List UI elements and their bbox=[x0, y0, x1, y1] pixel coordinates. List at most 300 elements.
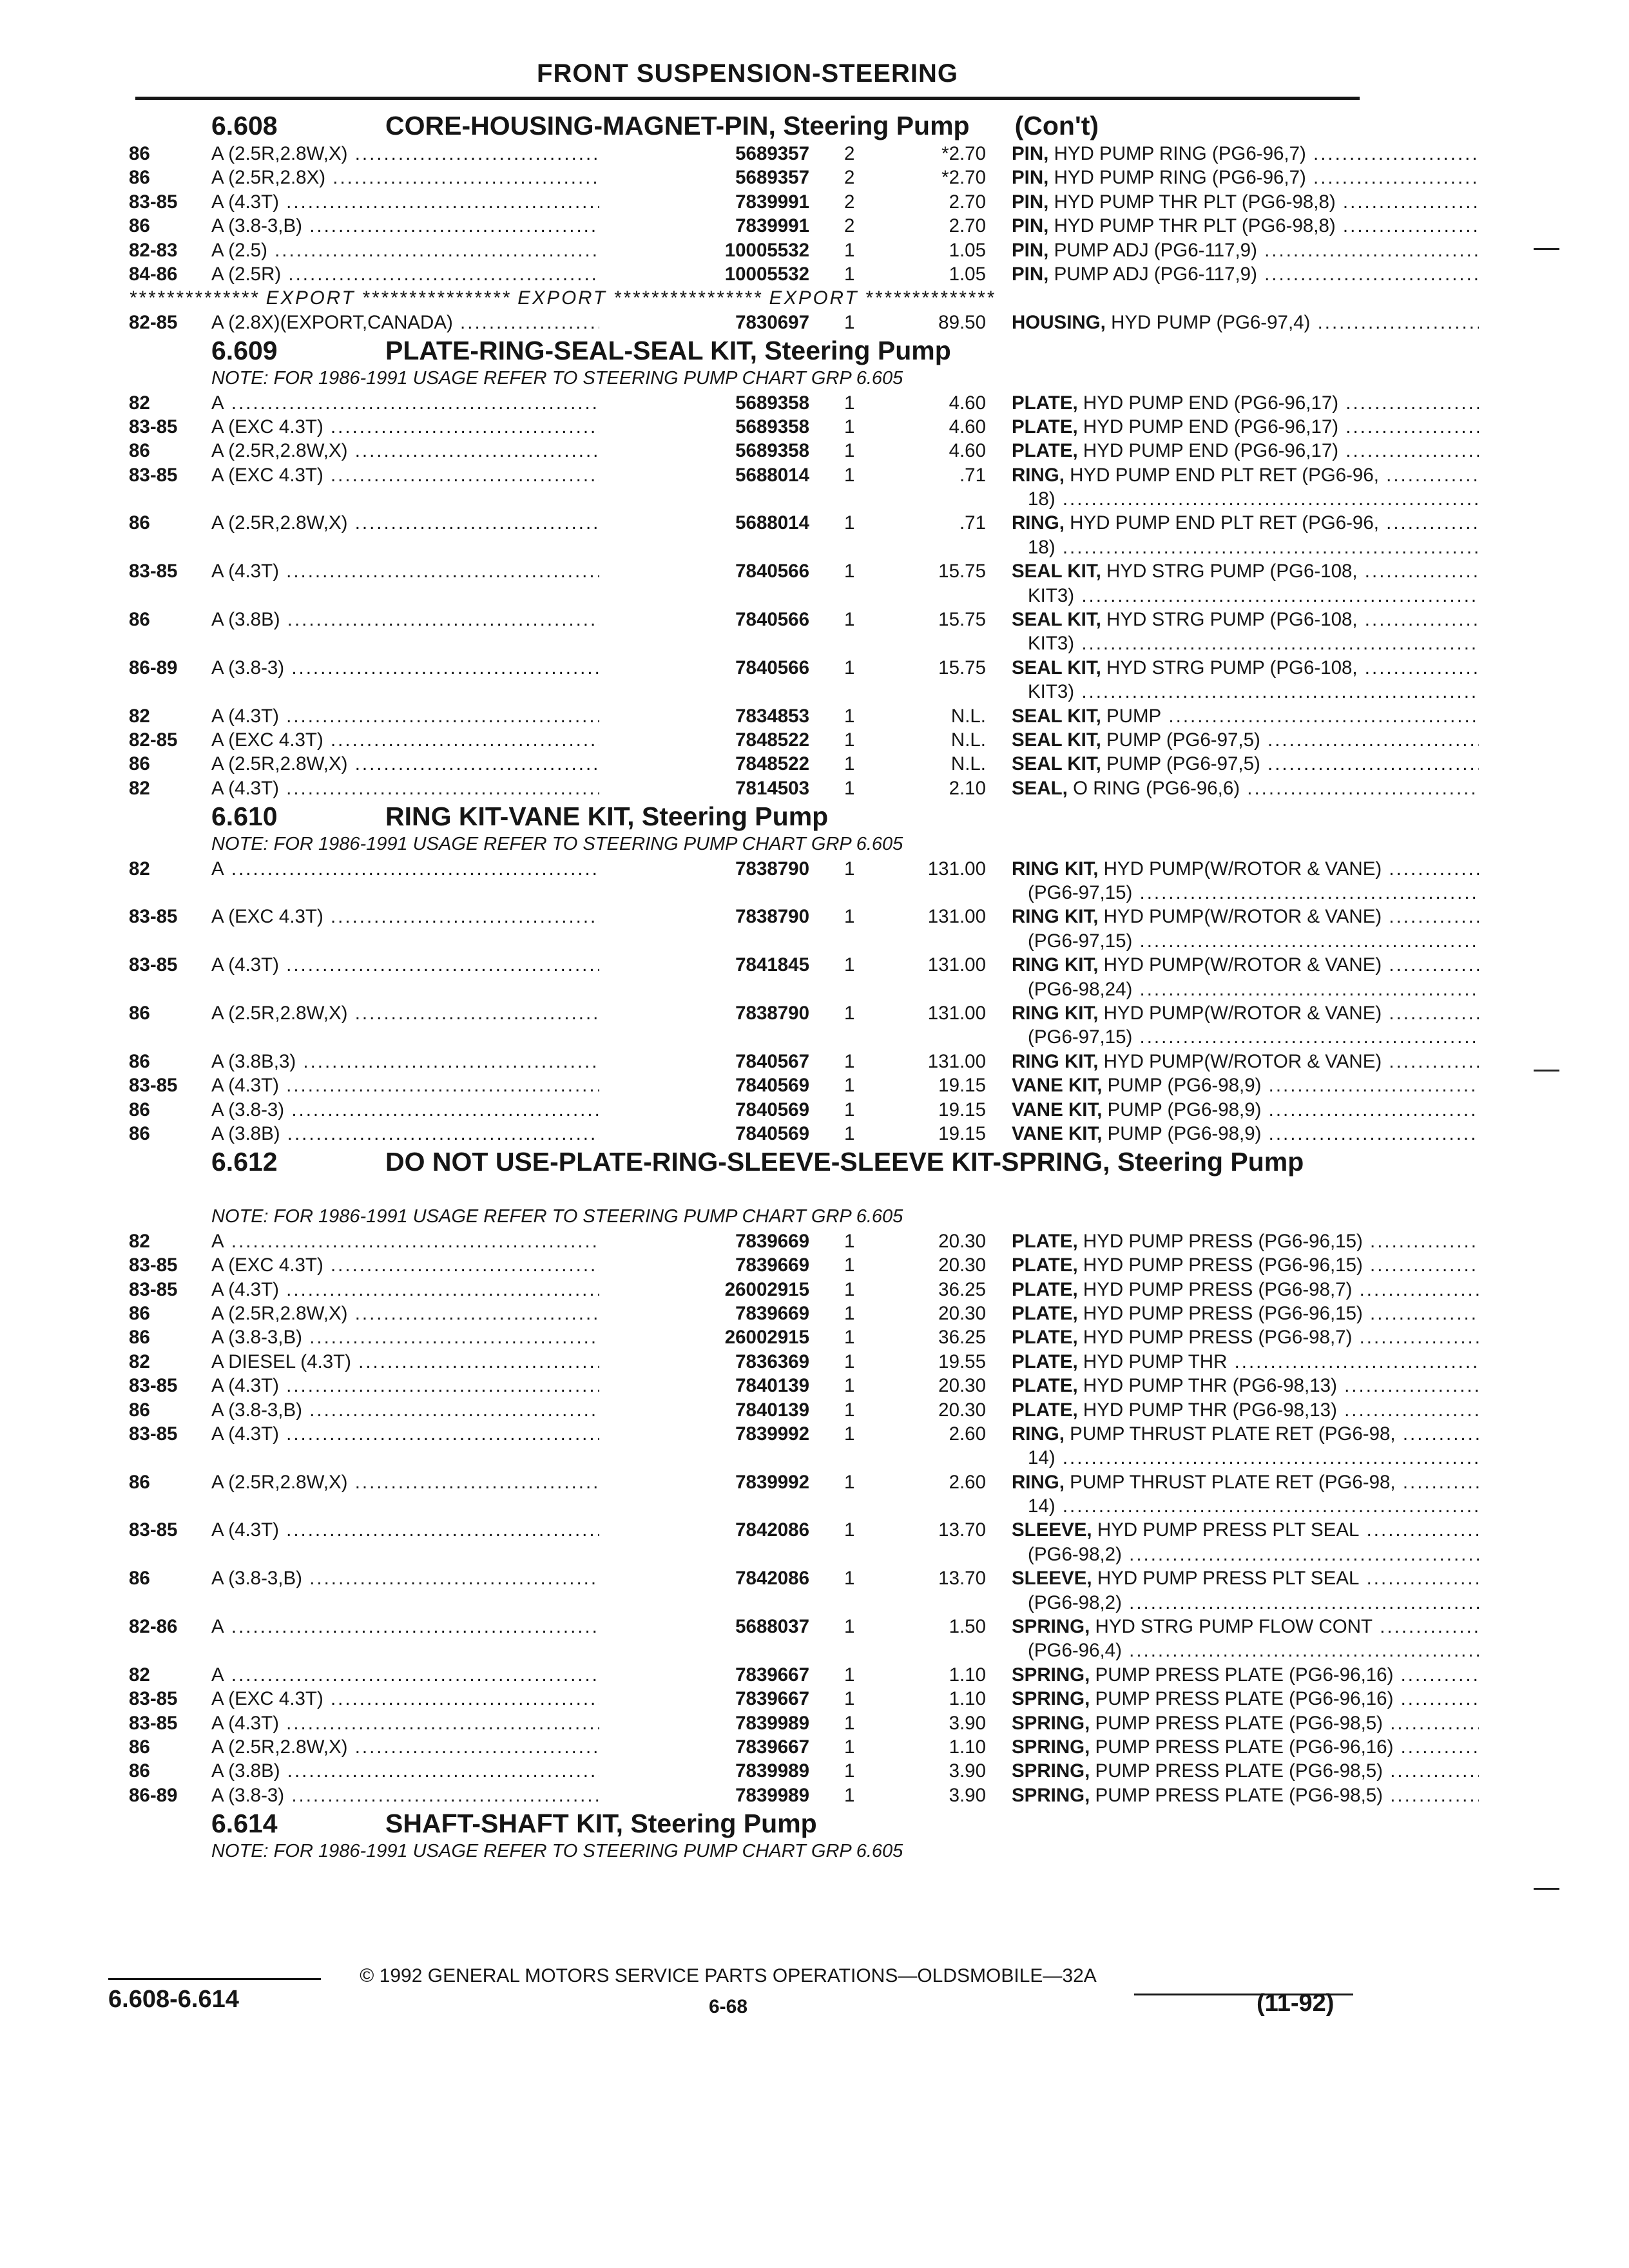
model-application: A (4.3T) ..... bbox=[211, 776, 672, 800]
part-noun: SEAL KIT, bbox=[1012, 657, 1101, 678]
price: 20.30 bbox=[938, 1399, 986, 1421]
section-note: NOTE: FOR 1986-1991 USAGE REFER TO STEERING PUMP CHART GRP 6.605 bbox=[211, 368, 903, 389]
price: 2.10 bbox=[949, 777, 986, 799]
export-stars: ************** bbox=[865, 287, 996, 309]
part-number: 7840566 bbox=[599, 656, 809, 680]
description-line bbox=[1012, 238, 1479, 262]
part-noun: SEAL, bbox=[1012, 777, 1068, 799]
model-year: 86 bbox=[129, 1050, 150, 1072]
part-number: 7830697 bbox=[599, 311, 809, 334]
model-application: A (4.3T) ..... bbox=[211, 190, 672, 214]
part-description bbox=[1012, 262, 1479, 286]
quantity: 1 bbox=[844, 1736, 855, 1758]
part-number: 7840569 bbox=[599, 1073, 809, 1097]
part-row bbox=[129, 1278, 1360, 1302]
price: 3.90 bbox=[949, 1760, 986, 1782]
quantity: 2 bbox=[844, 167, 855, 189]
part-row bbox=[129, 608, 1360, 656]
description-line bbox=[1012, 1783, 1479, 1807]
description-text: 18) bbox=[1028, 536, 1055, 558]
description-text: HYD PUMP END (PG6-96,17) bbox=[1083, 416, 1339, 437]
price: 131.00 bbox=[927, 906, 986, 928]
price: 2.60 bbox=[949, 1471, 986, 1493]
part-description bbox=[1012, 190, 1479, 214]
model-application: A (3.8-3,B) ..... bbox=[211, 1566, 672, 1590]
section-note: NOTE: FOR 1986-1991 USAGE REFER TO STEERING PUMP CHART GRP 6.605 bbox=[211, 1841, 903, 1862]
page-title: FRONT SUSPENSION-STEERING bbox=[537, 59, 958, 88]
model-year: 83-85 bbox=[129, 1075, 178, 1097]
description-text: 14) bbox=[1028, 1447, 1055, 1469]
quantity: 1 bbox=[844, 777, 855, 799]
description-line bbox=[1012, 166, 1479, 189]
part-noun: RING KIT, bbox=[1012, 954, 1099, 976]
description-text: PUMP bbox=[1106, 705, 1162, 727]
quantity: 1 bbox=[844, 464, 855, 486]
part-number: 5689358 bbox=[599, 391, 809, 415]
part-description bbox=[1012, 776, 1479, 800]
model-year: 86 bbox=[129, 215, 150, 237]
description-text: PUMP PRESS PLATE (PG6-98,5) bbox=[1095, 1760, 1383, 1782]
part-description bbox=[1012, 166, 1479, 189]
part-noun: RING, bbox=[1012, 512, 1065, 534]
description-line bbox=[1012, 1098, 1479, 1122]
section-number: 6.614 bbox=[211, 1809, 278, 1839]
model-application: A (4.3T) ..... bbox=[211, 1278, 672, 1302]
part-number: 7838790 bbox=[599, 857, 809, 881]
description-text: HYD PUMP PRESS (PG6-98,7) bbox=[1083, 1327, 1353, 1349]
description-text: PUMP ADJ (PG6-117,9) bbox=[1054, 239, 1257, 261]
section-heading bbox=[129, 1148, 1360, 1205]
part-number: 10005532 bbox=[599, 238, 809, 262]
quantity: 2 bbox=[844, 143, 855, 164]
model-application: A (EXC 4.3T) ..... bbox=[211, 728, 672, 752]
part-number: 7839667 bbox=[599, 1663, 809, 1687]
part-number: 7840567 bbox=[599, 1050, 809, 1073]
model-application: A (EXC 4.3T) ..... bbox=[211, 463, 672, 487]
model-year: 86 bbox=[129, 1399, 150, 1421]
header-rule bbox=[135, 97, 1360, 100]
model-application: A ..... bbox=[211, 1663, 672, 1687]
model-year: 82-86 bbox=[129, 1616, 178, 1638]
model-year: 82 bbox=[129, 1664, 150, 1686]
description-line bbox=[1012, 1325, 1479, 1349]
part-description bbox=[1012, 1302, 1479, 1325]
part-description bbox=[1012, 1001, 1479, 1050]
part-description bbox=[1012, 1422, 1479, 1470]
price: 131.00 bbox=[927, 954, 986, 976]
part-noun: SEAL KIT, bbox=[1012, 561, 1101, 582]
part-description bbox=[1012, 905, 1479, 953]
description-text: PUMP THRUST PLATE RET (PG6-98, bbox=[1070, 1423, 1396, 1445]
description-text: PUMP PRESS PLATE (PG6-96,16) bbox=[1095, 1736, 1394, 1758]
price: 19.15 bbox=[938, 1122, 986, 1144]
export-stars: **************** bbox=[613, 287, 763, 309]
quantity: 1 bbox=[844, 1784, 855, 1806]
part-row bbox=[129, 1001, 1382, 1050]
description-text: HYD PUMP THR PLT (PG6-98,8) bbox=[1054, 191, 1336, 213]
description-text: HYD PUMP END PLT RET (PG6-96, bbox=[1070, 512, 1379, 534]
model-year: 86 bbox=[129, 1003, 150, 1024]
page-range: 6.608-6.614 bbox=[108, 1986, 239, 2013]
part-noun: PLATE, bbox=[1012, 1327, 1078, 1349]
model-year: 86 bbox=[129, 143, 150, 164]
model-year: 86 bbox=[129, 512, 150, 534]
part-description bbox=[1012, 1615, 1479, 1663]
price: N.L. bbox=[950, 705, 986, 727]
model-year: 86 bbox=[129, 753, 150, 775]
part-number: 7839667 bbox=[599, 1735, 809, 1759]
description-line bbox=[1012, 776, 1479, 800]
model-application: A (3.8B) ..... bbox=[211, 608, 672, 631]
quantity: 1 bbox=[844, 1471, 855, 1493]
part-description bbox=[1012, 728, 1479, 752]
part-noun: PLATE, bbox=[1012, 1230, 1078, 1252]
quantity: 1 bbox=[844, 1568, 855, 1590]
part-row bbox=[129, 704, 1360, 728]
part-number: 26002915 bbox=[599, 1278, 809, 1302]
description-line bbox=[1012, 1025, 1479, 1049]
model-year: 83-85 bbox=[129, 1519, 178, 1541]
description-text: HYD PUMP(W/ROTOR & VANE) bbox=[1103, 858, 1382, 879]
part-description bbox=[1012, 704, 1479, 728]
part-description bbox=[1012, 214, 1479, 238]
model-application: A (2.5R,2.8W,X) ..... bbox=[211, 1001, 672, 1025]
part-noun: SPRING, bbox=[1012, 1688, 1090, 1710]
description-text: HYD PUMP END PLT RET (PG6-96, bbox=[1070, 464, 1379, 486]
section-number: 6.608 bbox=[211, 111, 278, 140]
part-description bbox=[1012, 752, 1479, 776]
model-application: A DIESEL (4.3T) ..... bbox=[211, 1350, 672, 1374]
description-text: HYD PUMP (PG6-97,4) bbox=[1111, 311, 1311, 333]
part-row bbox=[129, 1350, 1360, 1374]
price: 2.60 bbox=[949, 1423, 986, 1445]
quantity: 1 bbox=[844, 1003, 855, 1024]
description-line bbox=[1012, 559, 1479, 583]
part-number: 5688014 bbox=[599, 463, 809, 487]
part-row bbox=[129, 142, 1360, 166]
model-year: 84-86 bbox=[129, 263, 178, 285]
part-description bbox=[1012, 1229, 1479, 1253]
price: 131.00 bbox=[927, 858, 986, 879]
section-title-label: SHAFT-SHAFT KIT, Steering Pump bbox=[385, 1809, 817, 1839]
export-label: EXPORT bbox=[265, 287, 356, 309]
description-line bbox=[1012, 1374, 1479, 1398]
part-row bbox=[129, 1735, 1394, 1759]
model-year: 82-83 bbox=[129, 239, 178, 261]
margin-tick bbox=[1534, 1888, 1559, 1890]
part-noun: PLATE, bbox=[1012, 1350, 1078, 1372]
model-year: 82 bbox=[129, 858, 150, 879]
part-number: 7838790 bbox=[599, 905, 809, 928]
price: N.L. bbox=[950, 753, 986, 775]
quantity: 1 bbox=[844, 1302, 855, 1324]
margin-tick bbox=[1534, 248, 1559, 250]
section-title-label: DO NOT USE-PLATE-RING-SLEEVE-SLEEVE KIT-SPRING, Steering Pump bbox=[385, 1147, 1304, 1177]
quantity: 1 bbox=[844, 1712, 855, 1734]
part-noun: PLATE, bbox=[1012, 440, 1078, 462]
price: 15.75 bbox=[938, 657, 986, 678]
quantity: 2 bbox=[844, 191, 855, 213]
description-text: PUMP PRESS PLATE (PG6-98,5) bbox=[1095, 1784, 1383, 1806]
quantity: 1 bbox=[844, 858, 855, 879]
description-line bbox=[1012, 1229, 1479, 1253]
price: 1.05 bbox=[949, 263, 986, 285]
price: 15.75 bbox=[938, 609, 986, 631]
export-stars: ************** bbox=[129, 287, 260, 309]
part-row bbox=[129, 1253, 1363, 1277]
quantity: 1 bbox=[844, 263, 855, 285]
part-number: 7840566 bbox=[599, 559, 809, 583]
part-description bbox=[1012, 656, 1479, 704]
description-line bbox=[1012, 608, 1479, 631]
description-line bbox=[1012, 535, 1479, 559]
part-noun: PLATE, bbox=[1012, 1302, 1078, 1324]
model-year: 86 bbox=[129, 1302, 150, 1324]
part-noun: SPRING, bbox=[1012, 1712, 1090, 1734]
description-line bbox=[1012, 857, 1479, 881]
revision-date: (11-92) bbox=[1257, 1990, 1335, 2017]
export-divider bbox=[129, 286, 1360, 310]
part-description bbox=[1012, 391, 1479, 415]
model-application: A (2.5R) ..... bbox=[211, 262, 672, 286]
part-row bbox=[129, 1398, 1360, 1422]
model-year: 82-85 bbox=[129, 729, 178, 751]
part-description bbox=[1012, 953, 1479, 1001]
part-description bbox=[1012, 1663, 1479, 1687]
description-line bbox=[1012, 1422, 1479, 1446]
description-text: O RING (PG6-96,6) bbox=[1073, 777, 1240, 799]
price: 19.15 bbox=[938, 1099, 986, 1120]
part-noun: SLEEVE, bbox=[1012, 1568, 1092, 1590]
model-application: A (4.3T) ..... bbox=[211, 1518, 672, 1542]
part-number: 7840569 bbox=[599, 1122, 809, 1146]
part-description bbox=[1012, 311, 1479, 334]
description-line bbox=[1012, 1278, 1479, 1302]
part-row bbox=[129, 1229, 1363, 1253]
price: 19.15 bbox=[938, 1075, 986, 1097]
part-number: 26002915 bbox=[599, 1325, 809, 1349]
quantity: 1 bbox=[844, 1350, 855, 1372]
description-line bbox=[1012, 1253, 1479, 1277]
part-number: 7839991 bbox=[599, 214, 809, 238]
description-line bbox=[1012, 190, 1479, 214]
model-year: 86 bbox=[129, 1099, 150, 1120]
section-number: 6.610 bbox=[211, 802, 278, 832]
part-description bbox=[1012, 1398, 1479, 1422]
description-text: PUMP PRESS PLATE (PG6-96,16) bbox=[1095, 1688, 1394, 1710]
quantity: 1 bbox=[844, 1099, 855, 1120]
description-text: 18) bbox=[1028, 488, 1055, 510]
part-number: 7839992 bbox=[599, 1422, 809, 1446]
description-text: HYD PUMP PRESS (PG6-96,15) bbox=[1083, 1230, 1363, 1252]
part-number: 7838790 bbox=[599, 1001, 809, 1025]
description-text: HYD STRG PUMP (PG6-108, bbox=[1106, 609, 1358, 631]
part-noun: RING KIT, bbox=[1012, 1050, 1099, 1072]
part-row bbox=[129, 1663, 1394, 1687]
part-description bbox=[1012, 1098, 1479, 1122]
part-description bbox=[1012, 415, 1479, 439]
part-number: 7839669 bbox=[599, 1302, 809, 1325]
part-number: 7814503 bbox=[599, 776, 809, 800]
description-text: (PG6-97,15) bbox=[1028, 882, 1133, 904]
price: 13.70 bbox=[938, 1519, 986, 1541]
model-application: A (3.8-3) ..... bbox=[211, 1783, 672, 1807]
model-year: 83-85 bbox=[129, 1423, 178, 1445]
model-application: A (3.8B,3) ..... bbox=[211, 1050, 672, 1073]
part-row bbox=[129, 559, 1360, 608]
part-noun: VANE KIT, bbox=[1012, 1075, 1103, 1097]
section-title-text bbox=[385, 1810, 1360, 1837]
description-text: KIT3) bbox=[1028, 584, 1075, 606]
model-year: 83-85 bbox=[129, 1688, 178, 1710]
model-application: A (4.3T) ..... bbox=[211, 704, 672, 728]
model-application: A (3.8B) ..... bbox=[211, 1122, 672, 1146]
price: 1.05 bbox=[949, 239, 986, 261]
section-heading bbox=[129, 337, 1360, 367]
part-noun: SPRING, bbox=[1012, 1664, 1090, 1686]
part-description bbox=[1012, 608, 1479, 656]
copyright-notice: © 1992 GENERAL MOTORS SERVICE PARTS OPERATIONS—OLDSMOBILE—32A bbox=[360, 1965, 1097, 1986]
description-line bbox=[1012, 1735, 1479, 1759]
part-number: 10005532 bbox=[599, 262, 809, 286]
model-application: A ..... bbox=[211, 391, 672, 415]
description-text: HYD PUMP THR (PG6-98,13) bbox=[1083, 1375, 1337, 1397]
model-year: 83-85 bbox=[129, 1375, 178, 1397]
price: 1.10 bbox=[949, 1736, 986, 1758]
part-description bbox=[1012, 511, 1479, 559]
part-number: 7839667 bbox=[599, 1687, 809, 1711]
section-number: 6.612 bbox=[211, 1147, 278, 1177]
quantity: 1 bbox=[844, 1230, 855, 1252]
section-6-610 bbox=[129, 802, 1382, 1146]
model-application: A (4.3T) ..... bbox=[211, 559, 672, 583]
model-year: 83-85 bbox=[129, 561, 178, 582]
model-year: 83-85 bbox=[129, 906, 178, 928]
description-line bbox=[1012, 511, 1479, 535]
description-line bbox=[1012, 1050, 1479, 1073]
section-number: 6.609 bbox=[211, 336, 278, 366]
description-line bbox=[1012, 656, 1479, 680]
quantity: 1 bbox=[844, 1760, 855, 1782]
quantity: 1 bbox=[844, 609, 855, 631]
part-number: 7840569 bbox=[599, 1098, 809, 1122]
description-line bbox=[1012, 1566, 1479, 1590]
model-year: 83-85 bbox=[129, 1712, 178, 1734]
price: N.L. bbox=[950, 729, 986, 751]
part-number: 7839992 bbox=[599, 1470, 809, 1494]
quantity: 1 bbox=[844, 705, 855, 727]
part-noun: SEAL KIT, bbox=[1012, 705, 1101, 727]
part-noun: SEAL KIT, bbox=[1012, 609, 1101, 631]
description-line bbox=[1012, 704, 1479, 728]
description-line bbox=[1012, 1759, 1479, 1783]
price: 1.50 bbox=[949, 1616, 986, 1638]
quantity: 2 bbox=[844, 215, 855, 237]
description-text: PUMP (PG6-97,5) bbox=[1106, 753, 1260, 775]
part-description bbox=[1012, 1566, 1479, 1615]
quantity: 1 bbox=[844, 1375, 855, 1397]
description-line bbox=[1012, 1398, 1479, 1422]
part-row bbox=[129, 415, 1360, 439]
description-line bbox=[1012, 728, 1479, 752]
description-line bbox=[1012, 1302, 1479, 1325]
part-noun: RING KIT, bbox=[1012, 1003, 1099, 1024]
model-year: 86 bbox=[129, 1568, 150, 1590]
part-row bbox=[129, 752, 1360, 776]
part-number: 5689358 bbox=[599, 439, 809, 463]
part-number: 7836369 bbox=[599, 1350, 809, 1374]
section-6-609 bbox=[129, 336, 1379, 800]
part-row bbox=[129, 1050, 1382, 1073]
part-number: 7839989 bbox=[599, 1711, 809, 1735]
price: 20.30 bbox=[938, 1230, 986, 1252]
description-text: PUMP ADJ (PG6-117,9) bbox=[1054, 263, 1257, 285]
model-year: 86 bbox=[129, 1736, 150, 1758]
model-application: A (3.8B) ..... bbox=[211, 1759, 672, 1783]
section-6-614 bbox=[129, 1810, 1360, 1863]
part-noun: PLATE, bbox=[1012, 1278, 1078, 1300]
price: 15.75 bbox=[938, 561, 986, 582]
model-application: A (3.8-3) ..... bbox=[211, 656, 672, 680]
description-text: HYD PUMP PRESS (PG6-96,15) bbox=[1083, 1254, 1363, 1276]
export-label: EXPORT bbox=[769, 287, 859, 309]
price: 4.60 bbox=[949, 440, 986, 462]
quantity: 1 bbox=[844, 753, 855, 775]
description-line bbox=[1012, 680, 1479, 704]
model-year: 86-89 bbox=[129, 1784, 178, 1806]
description-text: HYD PUMP THR PLT (PG6-98,8) bbox=[1054, 215, 1336, 237]
description-text: PUMP PRESS PLATE (PG6-98,5) bbox=[1095, 1712, 1383, 1734]
part-noun: SEAL KIT, bbox=[1012, 753, 1101, 775]
price: 2.70 bbox=[949, 215, 986, 237]
description-text: HYD PUMP(W/ROTOR & VANE) bbox=[1103, 1050, 1382, 1072]
description-text: HYD PUMP(W/ROTOR & VANE) bbox=[1103, 954, 1382, 976]
part-noun: PIN, bbox=[1012, 239, 1049, 261]
quantity: 1 bbox=[844, 1122, 855, 1144]
description-text: KIT3) bbox=[1028, 633, 1075, 655]
part-description bbox=[1012, 1783, 1479, 1807]
model-year: 82 bbox=[129, 392, 150, 414]
part-noun: VANE KIT, bbox=[1012, 1122, 1103, 1144]
model-application: A ..... bbox=[211, 1229, 672, 1253]
model-application: A (2.5R,2.8X) ..... bbox=[211, 166, 672, 189]
part-noun: PLATE, bbox=[1012, 416, 1078, 437]
continued-label: (Con't) bbox=[1014, 111, 1099, 140]
model-year: 83-85 bbox=[129, 1278, 178, 1300]
price: *2.70 bbox=[941, 167, 986, 189]
price: 36.25 bbox=[938, 1327, 986, 1349]
model-year: 86 bbox=[129, 1122, 150, 1144]
part-row bbox=[129, 463, 1379, 512]
part-number: 7834853 bbox=[599, 704, 809, 728]
model-application: A (2.5R,2.8W,X) ..... bbox=[211, 752, 672, 776]
part-number: 5688014 bbox=[599, 511, 809, 535]
part-description bbox=[1012, 439, 1479, 463]
description-line bbox=[1012, 905, 1479, 928]
quantity: 1 bbox=[844, 1075, 855, 1097]
price: .71 bbox=[959, 512, 986, 534]
quantity: 1 bbox=[844, 512, 855, 534]
model-application: A (4.3T) ..... bbox=[211, 1374, 672, 1398]
description-line bbox=[1012, 1001, 1479, 1025]
part-row bbox=[129, 1098, 1360, 1122]
description-text: (PG6-98,24) bbox=[1028, 978, 1133, 1000]
description-line bbox=[1012, 439, 1479, 463]
page-number: 6-68 bbox=[709, 1996, 748, 2017]
part-noun: SLEEVE, bbox=[1012, 1519, 1092, 1541]
description-text: HYD PUMP PRESS (PG6-98,7) bbox=[1083, 1278, 1353, 1300]
part-description bbox=[1012, 1735, 1479, 1759]
